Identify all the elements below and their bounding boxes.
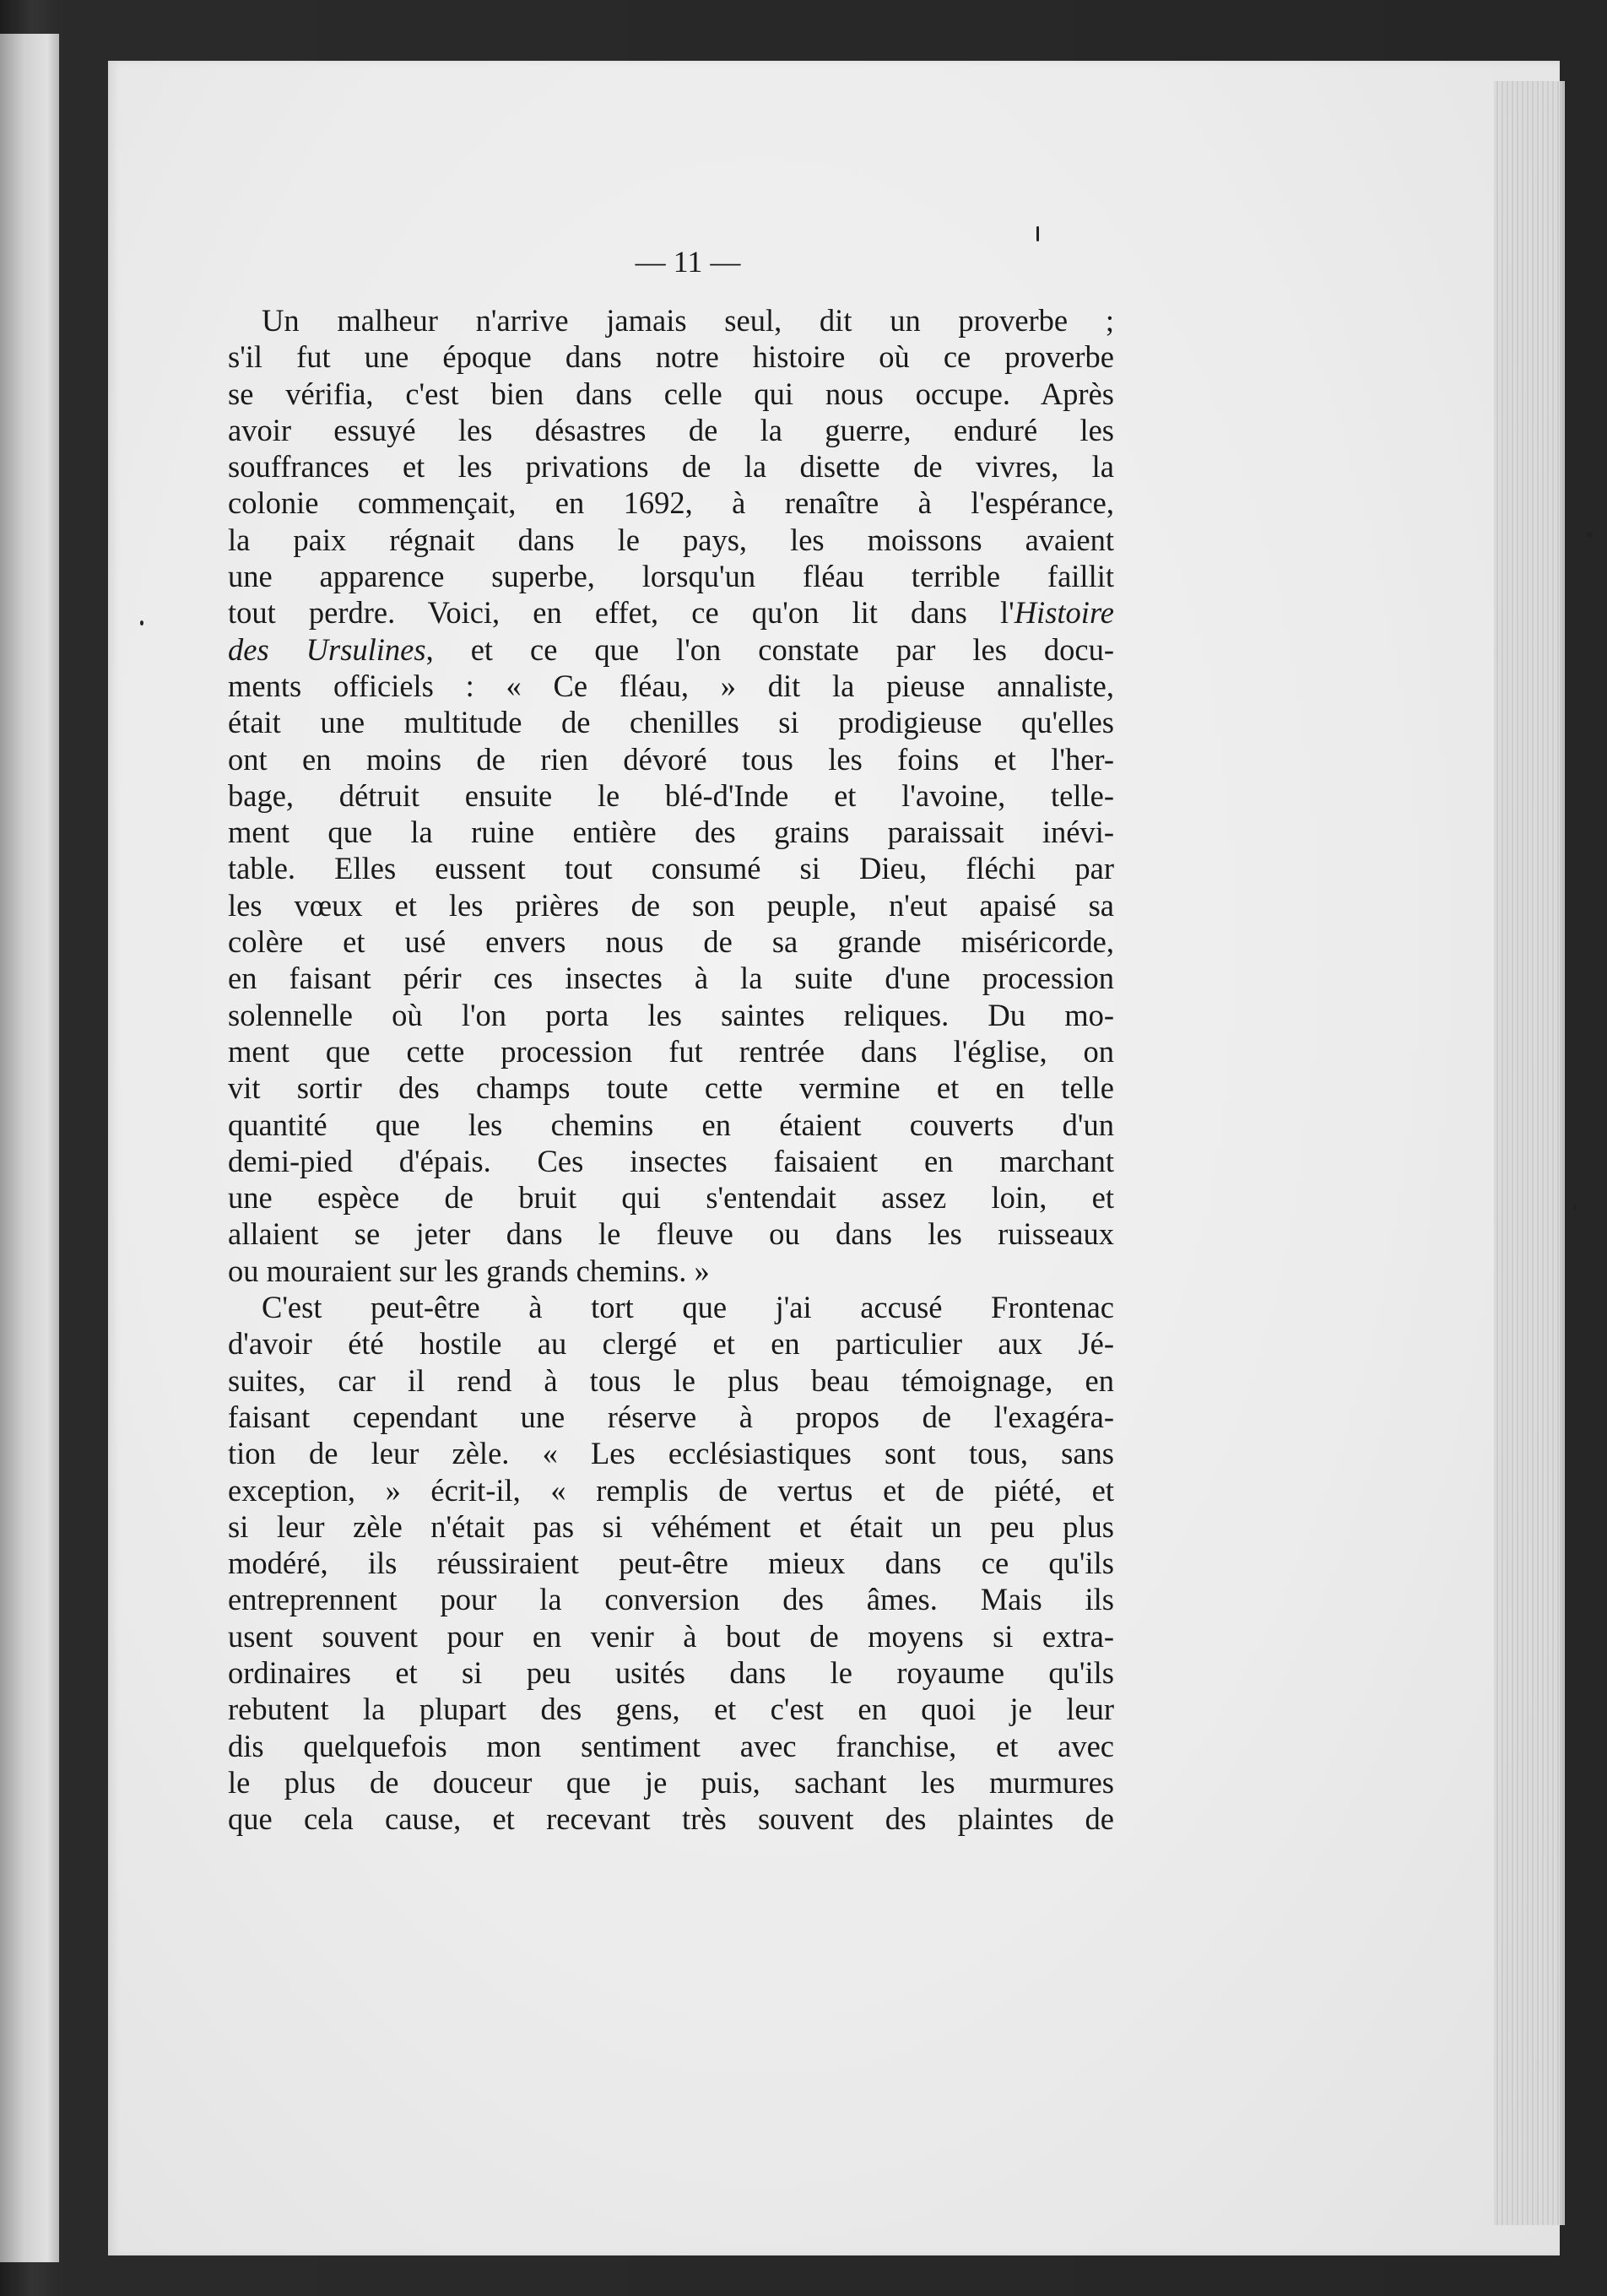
line-text: ments officiels : « Ce fléau, » dit la pieuse annaliste, xyxy=(228,668,1114,703)
text-line xyxy=(228,1618,1114,1654)
text-line xyxy=(228,777,1114,814)
text-line xyxy=(228,522,1114,558)
facing-page-edge xyxy=(0,34,59,2262)
text-line xyxy=(228,1472,1114,1508)
text-line xyxy=(228,1435,1114,1471)
text-line xyxy=(228,850,1114,886)
text-line xyxy=(228,1764,1114,1801)
text-line xyxy=(228,1362,1114,1399)
text-line xyxy=(228,814,1114,850)
line-text: colère et usé envers nous de sa grande miséricorde, xyxy=(228,924,1114,960)
line-text: si leur zèle n'était pas si véhément et était un peu plus xyxy=(228,1508,1114,1544)
italic-title: Histoire xyxy=(1014,595,1114,631)
text-line xyxy=(228,1581,1114,1617)
text-line xyxy=(228,338,1114,375)
text-line xyxy=(228,1654,1114,1691)
text-line xyxy=(228,1508,1114,1545)
line-text: souffrances et les privations de la disette de vivres, la xyxy=(228,449,1114,485)
scan-speck xyxy=(1036,226,1039,241)
line-text: ont en moins de rien dévoré tous les foins et l'her- xyxy=(228,741,1114,777)
line-text: tion de leur zèle. « Les ecclésiastiques sont tous, sans xyxy=(228,1436,1114,1471)
text-line xyxy=(228,376,1114,412)
line-text: était une multitude de chenilles si prodigieuse qu'elles xyxy=(228,705,1114,740)
line-text: ment que cette procession fut rentrée dans l'église, on xyxy=(228,1033,1114,1069)
line-text: ou mouraient sur les grands chemins. » xyxy=(228,1253,710,1288)
text-line xyxy=(228,741,1114,777)
text-line xyxy=(228,485,1114,521)
scan-speck xyxy=(1573,1203,1577,1211)
text-line xyxy=(228,1107,1114,1143)
line-text: d'avoir été hostile au clergé et en particulier aux Jé- xyxy=(228,1326,1114,1362)
line-text: le plus de douceur que je puis, sachant les murmures xyxy=(228,1764,1114,1800)
text-line xyxy=(228,1399,1114,1435)
text-line xyxy=(228,631,1114,668)
line-text: colonie commençait, en 1692, à renaître à l'espérance, xyxy=(228,485,1114,521)
line-text: quantité que les chemins en étaient couverts d'un xyxy=(228,1107,1114,1142)
line-text: entreprennent pour la conversion des âmes. Mais ils xyxy=(228,1582,1114,1617)
text-line xyxy=(228,1801,1114,1837)
text-line xyxy=(228,1179,1114,1216)
text-line xyxy=(228,302,1114,338)
text-line xyxy=(228,1691,1114,1727)
line-text: usent souvent pour en venir à bout de moyens si extra- xyxy=(228,1618,1114,1654)
text-line xyxy=(228,1216,1114,1252)
line-text: suites, car il rend à tous le plus beau témoignage, en xyxy=(228,1362,1114,1398)
line-text: C'est peut-être à tort que j'ai accusé Frontenac xyxy=(262,1290,1114,1325)
line-text: se vérifia, c'est bien dans celle qui nous occupe. Après xyxy=(228,376,1114,411)
line-text: faisant cependant une réserve à propos de l'exagéra- xyxy=(228,1399,1114,1434)
page-stack-edge xyxy=(1494,81,1565,2225)
line-text: une espèce de bruit qui s'entendait assez loin, et xyxy=(228,1180,1114,1216)
line-text: s'il fut une époque dans notre histoire où ce proverbe xyxy=(228,339,1114,375)
text-line xyxy=(228,1069,1114,1106)
text-line xyxy=(228,887,1114,923)
line-text: allaient se jeter dans le fleuve ou dans les ruisseaux xyxy=(228,1216,1114,1252)
body-text xyxy=(228,302,1114,1837)
text-line xyxy=(228,1253,1114,1289)
line-text: solennelle où l'on porta les saintes reliques. Du mo- xyxy=(228,997,1114,1032)
line-text: tout perdre. Voici, en effet, ce qu'on lit dans l' xyxy=(228,595,1015,631)
line-text: demi-pied d'épais. Ces insectes faisaient en marchant xyxy=(228,1143,1114,1178)
line-text: ordinaires et si peu usités dans le royaume qu'ils xyxy=(228,1654,1114,1690)
line-text: ment que la ruine entière des grains paraissait inévi- xyxy=(228,815,1114,850)
line-text: table. Elles eussent tout consumé si Dieu, fléchi par xyxy=(228,851,1114,886)
text-line xyxy=(228,1289,1114,1325)
text-line xyxy=(228,1545,1114,1581)
page-text-block xyxy=(228,243,1114,1837)
line-text: que cela cause, et recevant très souvent des plaintes de xyxy=(228,1801,1114,1837)
line-text: bage, détruit ensuite le blé-d'Inde et l'avoine, telle- xyxy=(228,777,1114,813)
text-line xyxy=(228,1325,1114,1362)
text-line xyxy=(228,412,1114,448)
text-line xyxy=(228,1033,1114,1069)
text-line xyxy=(228,1143,1114,1179)
text-line xyxy=(228,704,1114,740)
line-text: exception, » écrit-il, « remplis de vertus et de piété, et xyxy=(228,1472,1114,1508)
line-text: Un malheur n'arrive jamais seul, dit un proverbe ; xyxy=(262,303,1114,338)
line-text: en faisant périr ces insectes à la suite d'une procession xyxy=(228,961,1114,996)
text-line xyxy=(228,923,1114,960)
text-line xyxy=(228,960,1114,996)
line-text: , et ce que l'on constate par les docu- xyxy=(425,631,1114,667)
text-line xyxy=(228,1728,1114,1764)
line-text: vit sortir des champs toute cette vermine et en telle xyxy=(228,1070,1114,1106)
scan-speck xyxy=(1587,532,1593,538)
line-text: une apparence superbe, lorsqu'un fléau terrible faillit xyxy=(228,559,1114,594)
line-text: les vœux et les prières de son peuple, n'eut apaisé sa xyxy=(228,887,1114,923)
text-line xyxy=(228,448,1114,485)
text-line xyxy=(228,997,1114,1033)
line-text: modéré, ils réussiraient peut-être mieux dans ce qu'ils xyxy=(228,1546,1114,1581)
text-line xyxy=(228,594,1114,631)
text-line xyxy=(228,668,1114,704)
line-text: rebutent la plupart des gens, et c'est en quoi je leur xyxy=(228,1692,1114,1727)
italic-title: des Ursulines xyxy=(228,631,426,667)
text-line xyxy=(228,558,1114,594)
page-number: — 11 — xyxy=(635,245,741,279)
line-text: dis quelquefois mon sentiment avec franchise, et avec xyxy=(228,1728,1114,1763)
scan-speck xyxy=(140,620,143,625)
line-text: avoir essuyé les désastres de la guerre, enduré les xyxy=(228,412,1114,447)
line-text: la paix régnait dans le pays, les moissons avaient xyxy=(228,522,1114,557)
